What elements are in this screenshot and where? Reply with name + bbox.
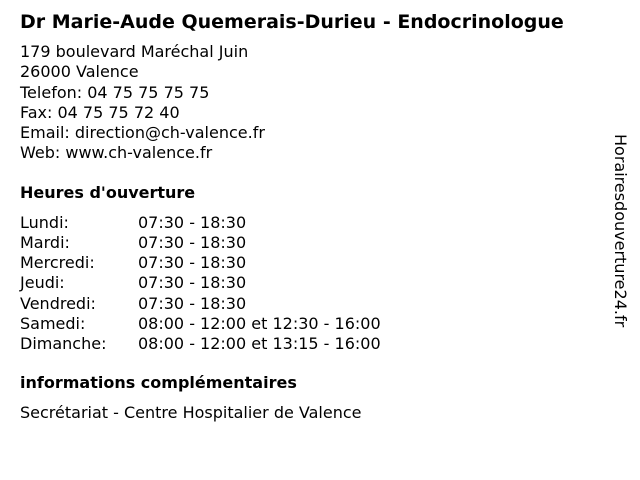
page-content (20, 10, 610, 423)
additional-info-heading: informations complémentaires (20, 373, 297, 393)
hours-day: Jeudi: (20, 273, 65, 293)
contact-block (20, 42, 610, 164)
hours-row-monday (20, 213, 610, 233)
phone-line: Telefon: 04 75 75 75 75 (20, 82, 210, 102)
additional-info-text: Secrétariat - Centre Hospitalier de Valence (20, 403, 362, 423)
hours-time: 08:00 - 12:00 et 13:15 - 16:00 (138, 334, 381, 353)
opening-hours-table (20, 213, 610, 354)
email-line: Email: direction@ch-valence.fr (20, 123, 265, 143)
opening-hours-heading: Heures d'ouverture (20, 182, 196, 202)
hours-day: Mercredi: (20, 253, 95, 273)
hours-row-friday (20, 294, 610, 314)
fax-line: Fax: 04 75 75 72 40 (20, 102, 180, 122)
site-watermark: Horairesdouverture24.fr (611, 134, 630, 328)
page-title: Dr Marie-Aude Quemerais-Durieu - Endocrinologue (20, 11, 564, 33)
address-city: 26000 Valence (20, 62, 139, 82)
hours-row-wednesday (20, 253, 610, 273)
hours-time: 08:00 - 12:00 et 12:30 - 16:00 (138, 313, 381, 333)
hours-day: Mardi: (20, 232, 70, 252)
hours-row-tuesday (20, 233, 610, 253)
hours-day: Dimanche: (20, 334, 107, 353)
hours-row-thursday (20, 273, 610, 293)
hours-day: Vendredi: (20, 293, 96, 313)
hours-time: 07:30 - 18:30 (138, 253, 247, 273)
hours-day: Lundi: (20, 212, 69, 232)
hours-row-sunday (20, 334, 610, 354)
address-street: 179 boulevard Maréchal Juin (20, 42, 249, 61)
hours-time: 07:30 - 18:30 (138, 273, 247, 293)
hours-time: 07:30 - 18:30 (138, 212, 247, 232)
hours-row-saturday (20, 314, 610, 334)
hours-time: 07:30 - 18:30 (138, 293, 247, 313)
hours-day: Samedi: (20, 313, 86, 333)
hours-time: 07:30 - 18:30 (138, 232, 247, 252)
web-line: Web: www.ch-valence.fr (20, 143, 213, 163)
